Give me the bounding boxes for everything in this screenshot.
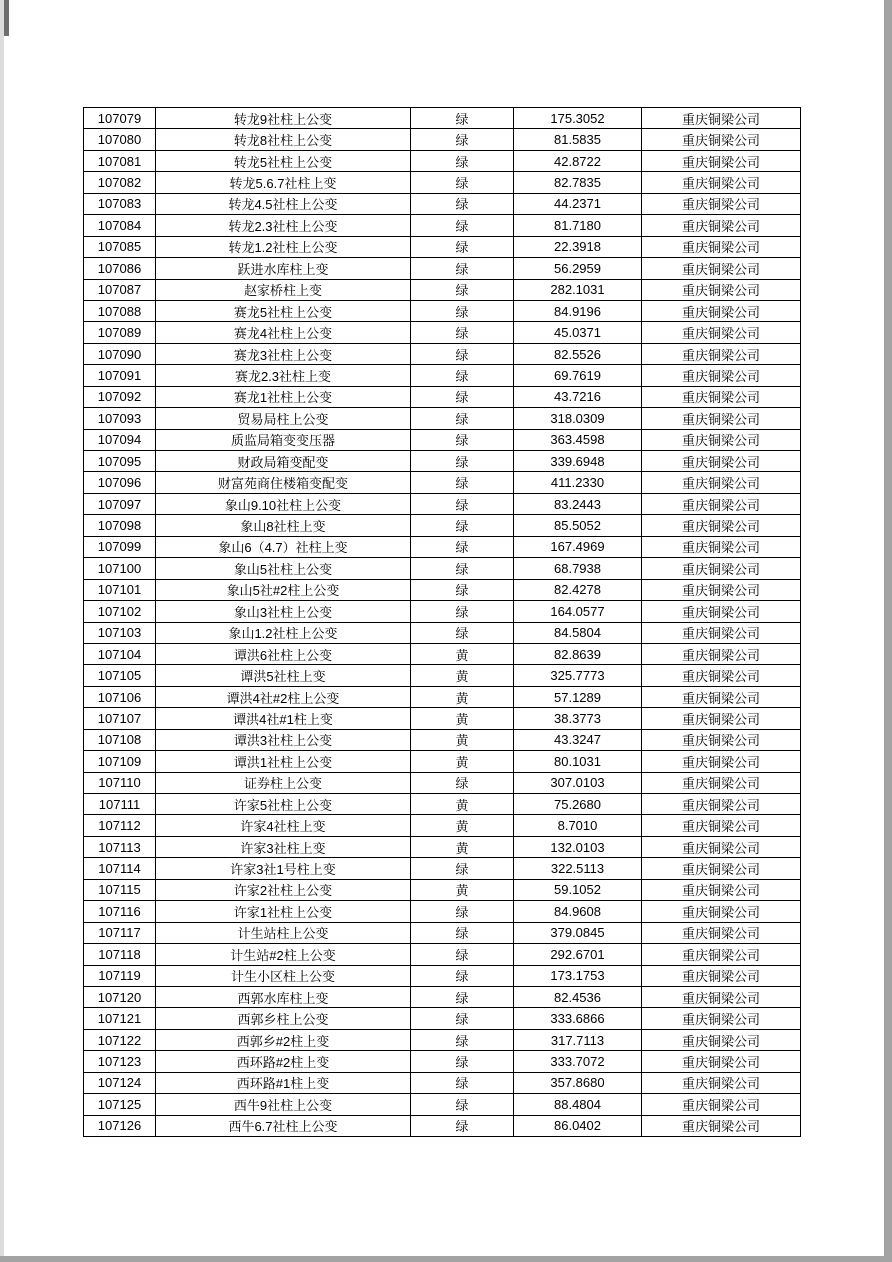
table-row	[84, 536, 801, 557]
id-cell: 107119	[84, 965, 156, 986]
name-cell: 西牛6.7社柱上公变	[156, 1115, 411, 1136]
id-cell: 107121	[84, 1008, 156, 1029]
company-cell: 重庆铜梁公司	[642, 386, 801, 407]
value-cell: 339.6948	[514, 451, 642, 472]
status-cell: 黄	[411, 643, 514, 664]
table-row	[84, 944, 801, 965]
table-row	[84, 515, 801, 536]
id-cell: 107087	[84, 279, 156, 300]
status-cell: 黄	[411, 751, 514, 772]
company-cell: 重庆铜梁公司	[642, 815, 801, 836]
company-cell: 重庆铜梁公司	[642, 343, 801, 364]
page-edge-right	[884, 0, 892, 1262]
id-cell: 107124	[84, 1072, 156, 1093]
value-cell: 82.4278	[514, 579, 642, 600]
name-cell: 转龙8社柱上公变	[156, 129, 411, 150]
id-cell: 107107	[84, 708, 156, 729]
company-cell: 重庆铜梁公司	[642, 1008, 801, 1029]
status-cell: 黄	[411, 729, 514, 750]
value-cell: 83.2443	[514, 493, 642, 514]
name-cell: 赵家桥柱上变	[156, 279, 411, 300]
name-cell: 财富苑商住楼箱变配变	[156, 472, 411, 493]
value-cell: 379.0845	[514, 922, 642, 943]
status-cell: 绿	[411, 193, 514, 214]
id-cell: 107082	[84, 172, 156, 193]
value-cell: 167.4969	[514, 536, 642, 557]
table-row	[84, 215, 801, 236]
company-cell: 重庆铜梁公司	[642, 258, 801, 279]
table-row	[84, 729, 801, 750]
name-cell: 赛龙1社柱上公变	[156, 386, 411, 407]
company-cell: 重庆铜梁公司	[642, 751, 801, 772]
value-cell: 317.7113	[514, 1029, 642, 1050]
status-cell: 绿	[411, 772, 514, 793]
value-cell: 38.3773	[514, 708, 642, 729]
name-cell: 谭洪3社柱上公变	[156, 729, 411, 750]
company-cell: 重庆铜梁公司	[642, 172, 801, 193]
table-row	[84, 279, 801, 300]
name-cell: 赛龙3社柱上公变	[156, 343, 411, 364]
company-cell: 重庆铜梁公司	[642, 558, 801, 579]
id-cell: 107108	[84, 729, 156, 750]
id-cell: 107103	[84, 622, 156, 643]
table-row	[84, 1072, 801, 1093]
table-row	[84, 815, 801, 836]
value-cell: 82.8639	[514, 643, 642, 664]
table-row	[84, 665, 801, 686]
company-cell: 重庆铜梁公司	[642, 536, 801, 557]
status-cell: 绿	[411, 536, 514, 557]
status-cell: 黄	[411, 686, 514, 707]
company-cell: 重庆铜梁公司	[642, 601, 801, 622]
page-edge-left	[0, 0, 4, 1262]
status-cell: 黄	[411, 836, 514, 857]
table-row	[84, 150, 801, 171]
table-row	[84, 558, 801, 579]
name-cell: 财政局箱变配变	[156, 451, 411, 472]
value-cell: 84.9608	[514, 901, 642, 922]
name-cell: 计生站柱上公变	[156, 922, 411, 943]
table-row	[84, 429, 801, 450]
company-cell: 重庆铜梁公司	[642, 300, 801, 321]
table-row	[84, 365, 801, 386]
company-cell: 重庆铜梁公司	[642, 708, 801, 729]
company-cell: 重庆铜梁公司	[642, 129, 801, 150]
value-cell: 363.4598	[514, 429, 642, 450]
id-cell: 107096	[84, 472, 156, 493]
id-cell: 107098	[84, 515, 156, 536]
company-cell: 重庆铜梁公司	[642, 622, 801, 643]
value-cell: 22.3918	[514, 236, 642, 257]
name-cell: 西郭水库柱上变	[156, 986, 411, 1007]
table-row	[84, 493, 801, 514]
status-cell: 绿	[411, 493, 514, 514]
company-cell: 重庆铜梁公司	[642, 322, 801, 343]
table-row	[84, 643, 801, 664]
status-cell: 绿	[411, 365, 514, 386]
id-cell: 107117	[84, 922, 156, 943]
company-cell: 重庆铜梁公司	[642, 279, 801, 300]
name-cell: 赛龙5社柱上公变	[156, 300, 411, 321]
value-cell: 69.7619	[514, 365, 642, 386]
id-cell: 107118	[84, 944, 156, 965]
company-cell: 重庆铜梁公司	[642, 772, 801, 793]
value-cell: 173.1753	[514, 965, 642, 986]
value-cell: 333.7072	[514, 1051, 642, 1072]
name-cell: 转龙1.2社柱上公变	[156, 236, 411, 257]
id-cell: 107084	[84, 215, 156, 236]
table-row	[84, 879, 801, 900]
status-cell: 绿	[411, 108, 514, 129]
id-cell: 107104	[84, 643, 156, 664]
value-cell: 82.4536	[514, 986, 642, 1007]
table-row	[84, 322, 801, 343]
name-cell: 许家1社柱上公变	[156, 901, 411, 922]
id-cell: 107126	[84, 1115, 156, 1136]
value-cell: 307.0103	[514, 772, 642, 793]
name-cell: 西环路#1柱上变	[156, 1072, 411, 1093]
page-edge-bottom	[0, 1256, 892, 1262]
id-cell: 107114	[84, 858, 156, 879]
name-cell: 计生小区柱上公变	[156, 965, 411, 986]
company-cell: 重庆铜梁公司	[642, 729, 801, 750]
value-cell: 411.2330	[514, 472, 642, 493]
name-cell: 转龙5.6.7社柱上变	[156, 172, 411, 193]
status-cell: 绿	[411, 279, 514, 300]
company-cell: 重庆铜梁公司	[642, 1051, 801, 1072]
company-cell: 重庆铜梁公司	[642, 493, 801, 514]
value-cell: 59.1052	[514, 879, 642, 900]
id-cell: 107089	[84, 322, 156, 343]
status-cell: 绿	[411, 858, 514, 879]
status-cell: 绿	[411, 922, 514, 943]
status-cell: 绿	[411, 601, 514, 622]
value-cell: 42.8722	[514, 150, 642, 171]
name-cell: 西环路#2柱上变	[156, 1051, 411, 1072]
status-cell: 绿	[411, 258, 514, 279]
company-cell: 重庆铜梁公司	[642, 1115, 801, 1136]
id-cell: 107105	[84, 665, 156, 686]
company-cell: 重庆铜梁公司	[642, 1094, 801, 1115]
status-cell: 绿	[411, 343, 514, 364]
status-cell: 绿	[411, 129, 514, 150]
company-cell: 重庆铜梁公司	[642, 236, 801, 257]
table-row	[84, 751, 801, 772]
company-cell: 重庆铜梁公司	[642, 665, 801, 686]
status-cell: 绿	[411, 965, 514, 986]
name-cell: 象山8社柱上变	[156, 515, 411, 536]
table-row	[84, 686, 801, 707]
value-cell: 45.0371	[514, 322, 642, 343]
status-cell: 绿	[411, 901, 514, 922]
table-row	[84, 1008, 801, 1029]
company-cell: 重庆铜梁公司	[642, 215, 801, 236]
name-cell: 象山6（4.7）社柱上变	[156, 536, 411, 557]
table-row	[84, 772, 801, 793]
name-cell: 转龙2.3社柱上公变	[156, 215, 411, 236]
name-cell: 谭洪6社柱上公变	[156, 643, 411, 664]
status-cell: 绿	[411, 322, 514, 343]
value-cell: 86.0402	[514, 1115, 642, 1136]
value-cell: 164.0577	[514, 601, 642, 622]
value-cell: 333.6866	[514, 1008, 642, 1029]
id-cell: 107116	[84, 901, 156, 922]
status-cell: 绿	[411, 236, 514, 257]
name-cell: 象山5社柱上公变	[156, 558, 411, 579]
id-cell: 107081	[84, 150, 156, 171]
status-cell: 绿	[411, 944, 514, 965]
status-cell: 绿	[411, 1051, 514, 1072]
status-cell: 绿	[411, 408, 514, 429]
id-cell: 107113	[84, 836, 156, 857]
company-cell: 重庆铜梁公司	[642, 944, 801, 965]
status-cell: 绿	[411, 150, 514, 171]
table-row	[84, 300, 801, 321]
status-cell: 绿	[411, 558, 514, 579]
value-cell: 81.7180	[514, 215, 642, 236]
status-cell: 绿	[411, 215, 514, 236]
id-cell: 107093	[84, 408, 156, 429]
status-cell: 黄	[411, 794, 514, 815]
id-cell: 107101	[84, 579, 156, 600]
company-cell: 重庆铜梁公司	[642, 579, 801, 600]
name-cell: 证券柱上公变	[156, 772, 411, 793]
status-cell: 绿	[411, 622, 514, 643]
value-cell: 43.3247	[514, 729, 642, 750]
company-cell: 重庆铜梁公司	[642, 408, 801, 429]
id-cell: 107095	[84, 451, 156, 472]
status-cell: 绿	[411, 1008, 514, 1029]
company-cell: 重庆铜梁公司	[642, 986, 801, 1007]
company-cell: 重庆铜梁公司	[642, 451, 801, 472]
table-row	[84, 858, 801, 879]
status-cell: 绿	[411, 579, 514, 600]
id-cell: 107085	[84, 236, 156, 257]
value-cell: 8.7010	[514, 815, 642, 836]
value-cell: 84.9196	[514, 300, 642, 321]
status-cell: 绿	[411, 986, 514, 1007]
company-cell: 重庆铜梁公司	[642, 922, 801, 943]
table-row	[84, 794, 801, 815]
name-cell: 贸易局柱上公变	[156, 408, 411, 429]
value-cell: 292.6701	[514, 944, 642, 965]
id-cell: 107125	[84, 1094, 156, 1115]
table-row	[84, 258, 801, 279]
id-cell: 107120	[84, 986, 156, 1007]
id-cell: 107112	[84, 815, 156, 836]
table-row	[84, 986, 801, 1007]
company-cell: 重庆铜梁公司	[642, 794, 801, 815]
id-cell: 107094	[84, 429, 156, 450]
name-cell: 象山3社柱上公变	[156, 601, 411, 622]
id-cell: 107111	[84, 794, 156, 815]
status-cell: 绿	[411, 1115, 514, 1136]
table-row	[84, 1051, 801, 1072]
name-cell: 计生站#2柱上公变	[156, 944, 411, 965]
company-cell: 重庆铜梁公司	[642, 965, 801, 986]
name-cell: 转龙5社柱上公变	[156, 150, 411, 171]
company-cell: 重庆铜梁公司	[642, 365, 801, 386]
table-row	[84, 601, 801, 622]
value-cell: 80.1031	[514, 751, 642, 772]
id-cell: 107100	[84, 558, 156, 579]
status-cell: 绿	[411, 429, 514, 450]
table-row	[84, 193, 801, 214]
transformer-table	[83, 107, 801, 1137]
name-cell: 谭洪1社柱上公变	[156, 751, 411, 772]
status-cell: 绿	[411, 515, 514, 536]
table-row	[84, 901, 801, 922]
id-cell: 107123	[84, 1051, 156, 1072]
value-cell: 132.0103	[514, 836, 642, 857]
name-cell: 谭洪4社#1柱上变	[156, 708, 411, 729]
status-cell: 绿	[411, 1094, 514, 1115]
value-cell: 44.2371	[514, 193, 642, 214]
company-cell: 重庆铜梁公司	[642, 429, 801, 450]
value-cell: 82.7835	[514, 172, 642, 193]
name-cell: 赛龙2.3社柱上变	[156, 365, 411, 386]
value-cell: 322.5113	[514, 858, 642, 879]
status-cell: 绿	[411, 300, 514, 321]
status-cell: 黄	[411, 665, 514, 686]
status-cell: 绿	[411, 1072, 514, 1093]
table-row	[84, 236, 801, 257]
company-cell: 重庆铜梁公司	[642, 150, 801, 171]
table-row	[84, 836, 801, 857]
company-cell: 重庆铜梁公司	[642, 643, 801, 664]
value-cell: 282.1031	[514, 279, 642, 300]
table-row	[84, 708, 801, 729]
value-cell: 175.3052	[514, 108, 642, 129]
name-cell: 西牛9社柱上公变	[156, 1094, 411, 1115]
company-cell: 重庆铜梁公司	[642, 879, 801, 900]
company-cell: 重庆铜梁公司	[642, 686, 801, 707]
name-cell: 象山9.10社柱上公变	[156, 493, 411, 514]
id-cell: 107115	[84, 879, 156, 900]
value-cell: 82.5526	[514, 343, 642, 364]
id-cell: 107079	[84, 108, 156, 129]
name-cell: 转龙4.5社柱上公变	[156, 193, 411, 214]
table-row	[84, 343, 801, 364]
name-cell: 西郭乡柱上公变	[156, 1008, 411, 1029]
name-cell: 象山1.2社柱上公变	[156, 622, 411, 643]
table-row	[84, 386, 801, 407]
value-cell: 56.2959	[514, 258, 642, 279]
value-cell: 84.5804	[514, 622, 642, 643]
table-row	[84, 1115, 801, 1136]
id-cell: 107083	[84, 193, 156, 214]
company-cell: 重庆铜梁公司	[642, 193, 801, 214]
company-cell: 重庆铜梁公司	[642, 1029, 801, 1050]
company-cell: 重庆铜梁公司	[642, 1072, 801, 1093]
status-cell: 黄	[411, 708, 514, 729]
value-cell: 57.1289	[514, 686, 642, 707]
company-cell: 重庆铜梁公司	[642, 472, 801, 493]
id-cell: 107106	[84, 686, 156, 707]
id-cell: 107110	[84, 772, 156, 793]
id-cell: 107088	[84, 300, 156, 321]
table-row	[84, 408, 801, 429]
value-cell: 43.7216	[514, 386, 642, 407]
table-row	[84, 922, 801, 943]
value-cell: 85.5052	[514, 515, 642, 536]
id-cell: 107099	[84, 536, 156, 557]
value-cell: 318.0309	[514, 408, 642, 429]
name-cell: 许家5社柱上公变	[156, 794, 411, 815]
status-cell: 绿	[411, 451, 514, 472]
name-cell: 谭洪5社柱上变	[156, 665, 411, 686]
table-row	[84, 1094, 801, 1115]
name-cell: 谭洪4社#2柱上公变	[156, 686, 411, 707]
name-cell: 许家3社1号柱上变	[156, 858, 411, 879]
name-cell: 象山5社#2柱上公变	[156, 579, 411, 600]
name-cell: 质监局箱变变压器	[156, 429, 411, 450]
transformer-table-body	[84, 108, 801, 1137]
company-cell: 重庆铜梁公司	[642, 858, 801, 879]
id-cell: 107091	[84, 365, 156, 386]
company-cell: 重庆铜梁公司	[642, 836, 801, 857]
status-cell: 绿	[411, 172, 514, 193]
status-cell: 绿	[411, 472, 514, 493]
company-cell: 重庆铜梁公司	[642, 108, 801, 129]
id-cell: 107080	[84, 129, 156, 150]
name-cell: 许家2社柱上公变	[156, 879, 411, 900]
value-cell: 88.4804	[514, 1094, 642, 1115]
id-cell: 107086	[84, 258, 156, 279]
company-cell: 重庆铜梁公司	[642, 515, 801, 536]
table-row	[84, 172, 801, 193]
name-cell: 赛龙4社柱上公变	[156, 322, 411, 343]
name-cell: 许家3社柱上变	[156, 836, 411, 857]
table-row	[84, 965, 801, 986]
value-cell: 75.2680	[514, 794, 642, 815]
status-cell: 绿	[411, 1029, 514, 1050]
id-cell: 107109	[84, 751, 156, 772]
status-cell: 黄	[411, 815, 514, 836]
status-cell: 黄	[411, 879, 514, 900]
value-cell: 81.5835	[514, 129, 642, 150]
id-cell: 107102	[84, 601, 156, 622]
table-row	[84, 1029, 801, 1050]
table-row	[84, 129, 801, 150]
name-cell: 转龙9社柱上公变	[156, 108, 411, 129]
value-cell: 357.8680	[514, 1072, 642, 1093]
value-cell: 68.7938	[514, 558, 642, 579]
name-cell: 跃进水库柱上变	[156, 258, 411, 279]
table-row	[84, 579, 801, 600]
id-cell: 107092	[84, 386, 156, 407]
table-row	[84, 472, 801, 493]
id-cell: 107090	[84, 343, 156, 364]
value-cell: 325.7773	[514, 665, 642, 686]
id-cell: 107122	[84, 1029, 156, 1050]
id-cell: 107097	[84, 493, 156, 514]
table-row	[84, 451, 801, 472]
table-row	[84, 108, 801, 129]
table-row	[84, 622, 801, 643]
name-cell: 许家4社柱上变	[156, 815, 411, 836]
name-cell: 西郭乡#2柱上变	[156, 1029, 411, 1050]
status-cell: 绿	[411, 386, 514, 407]
company-cell: 重庆铜梁公司	[642, 901, 801, 922]
